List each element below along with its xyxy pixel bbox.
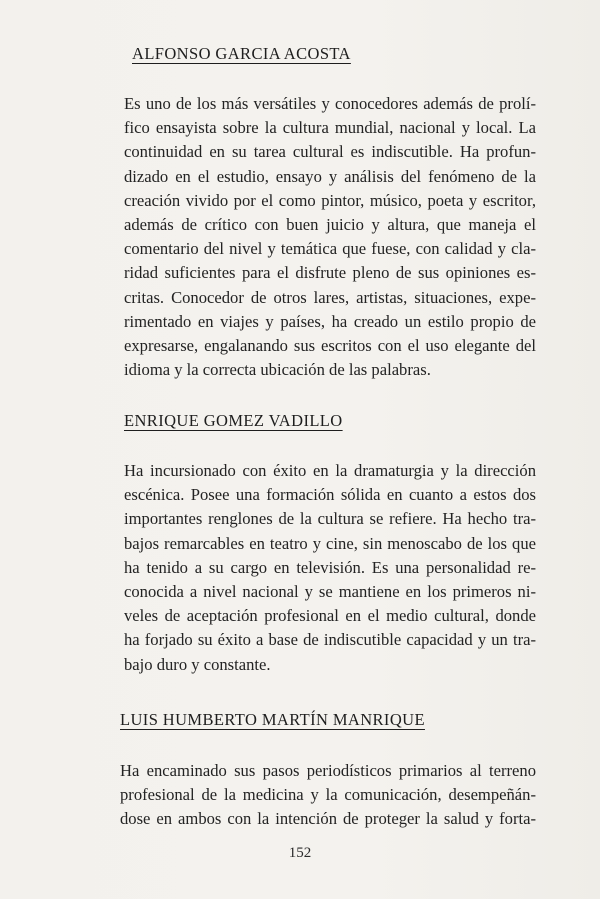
paragraph-line: bajos remarcables en teatro y cine, sin menoscabo de los que [124,533,536,553]
entry-paragraph-enrique-gomez-vadillo [124,459,536,677]
paragraph-line: Ha incursionado con éxito en la dramaturgia y la dirección [124,461,536,480]
paragraph-line: además de crítico con buen juicio y altura, que maneja el [124,215,536,235]
paragraph-line: continuidad en su tarea cultural es indiscutible. Ha profun- [124,142,536,162]
paragraph-line: critas. Conocedor de otros lares, artistas, situaciones, expe- [124,287,536,307]
paragraph-line: comentario del nivel y temática que fuese, con calidad y cla- [124,239,536,259]
paragraph-line: profesional de la medicina y la comunicación, desempeñán- [120,785,536,805]
entry-heading-luis-humberto-martin-manrique: LUIS HUMBERTO MARTÍN MANRIQUE [120,710,425,729]
paragraph-line: importantes renglones de la cultura se refiere. Ha hecho tra- [124,509,536,529]
paragraph-line: creación vivido por el como pintor, músico, poeta y escritor, [124,190,536,210]
paragraph-line: dose en ambos con la intención de proteger la salud y forta- [120,809,536,829]
paragraph-line: Ha encaminado sus pasos periodísticos primarios al terreno [120,761,536,780]
paragraph-line: escénica. Posee una formación sólida en cuanto a estos dos [124,485,536,505]
entry-heading-enrique-gomez-vadillo: ENRIQUE GOMEZ VADILLO [124,411,343,430]
entry-paragraph-luis-humberto-martin-manrique [120,759,536,832]
entry-paragraph-alfonso-garcia-acosta [124,92,536,382]
paragraph-line: idioma y la correcta ubicación de las palabras. [124,360,431,380]
entry-heading-alfonso-garcia-acosta: ALFONSO GARCIA ACOSTA [132,44,351,63]
paragraph-line: ha tenido a su cargo en televisión. Es una personalidad re- [124,557,536,577]
paragraph-line: bajo duro y constante. [124,654,271,674]
paragraph-line: veles de aceptación profesional en el medio cultural, donde [124,606,536,626]
page-number: 152 [288,845,312,861]
paragraph-line: rimentado en viajes y países, ha creado un estilo propio de [124,311,536,331]
paragraph-line: conocida a nivel nacional y se mantiene en los primeros ni- [124,582,536,602]
paragraph-line: ha forjado su éxito a base de indiscutible capacidad y un tra- [124,630,536,650]
paragraph-line: ridad suficientes para el disfrute pleno de sus opiniones es- [124,263,536,283]
paragraph-line: Es uno de los más versátiles y conocedores además de prolí- [124,94,536,113]
paragraph-line: expresarse, engalanando sus escritos con el uso elegante del [124,336,536,356]
paragraph-line: fico ensayista sobre la cultura mundial, nacional y local. La [124,118,536,138]
paragraph-line: dizado en el estudio, ensayo y análisis del fenómeno de la [124,166,536,186]
